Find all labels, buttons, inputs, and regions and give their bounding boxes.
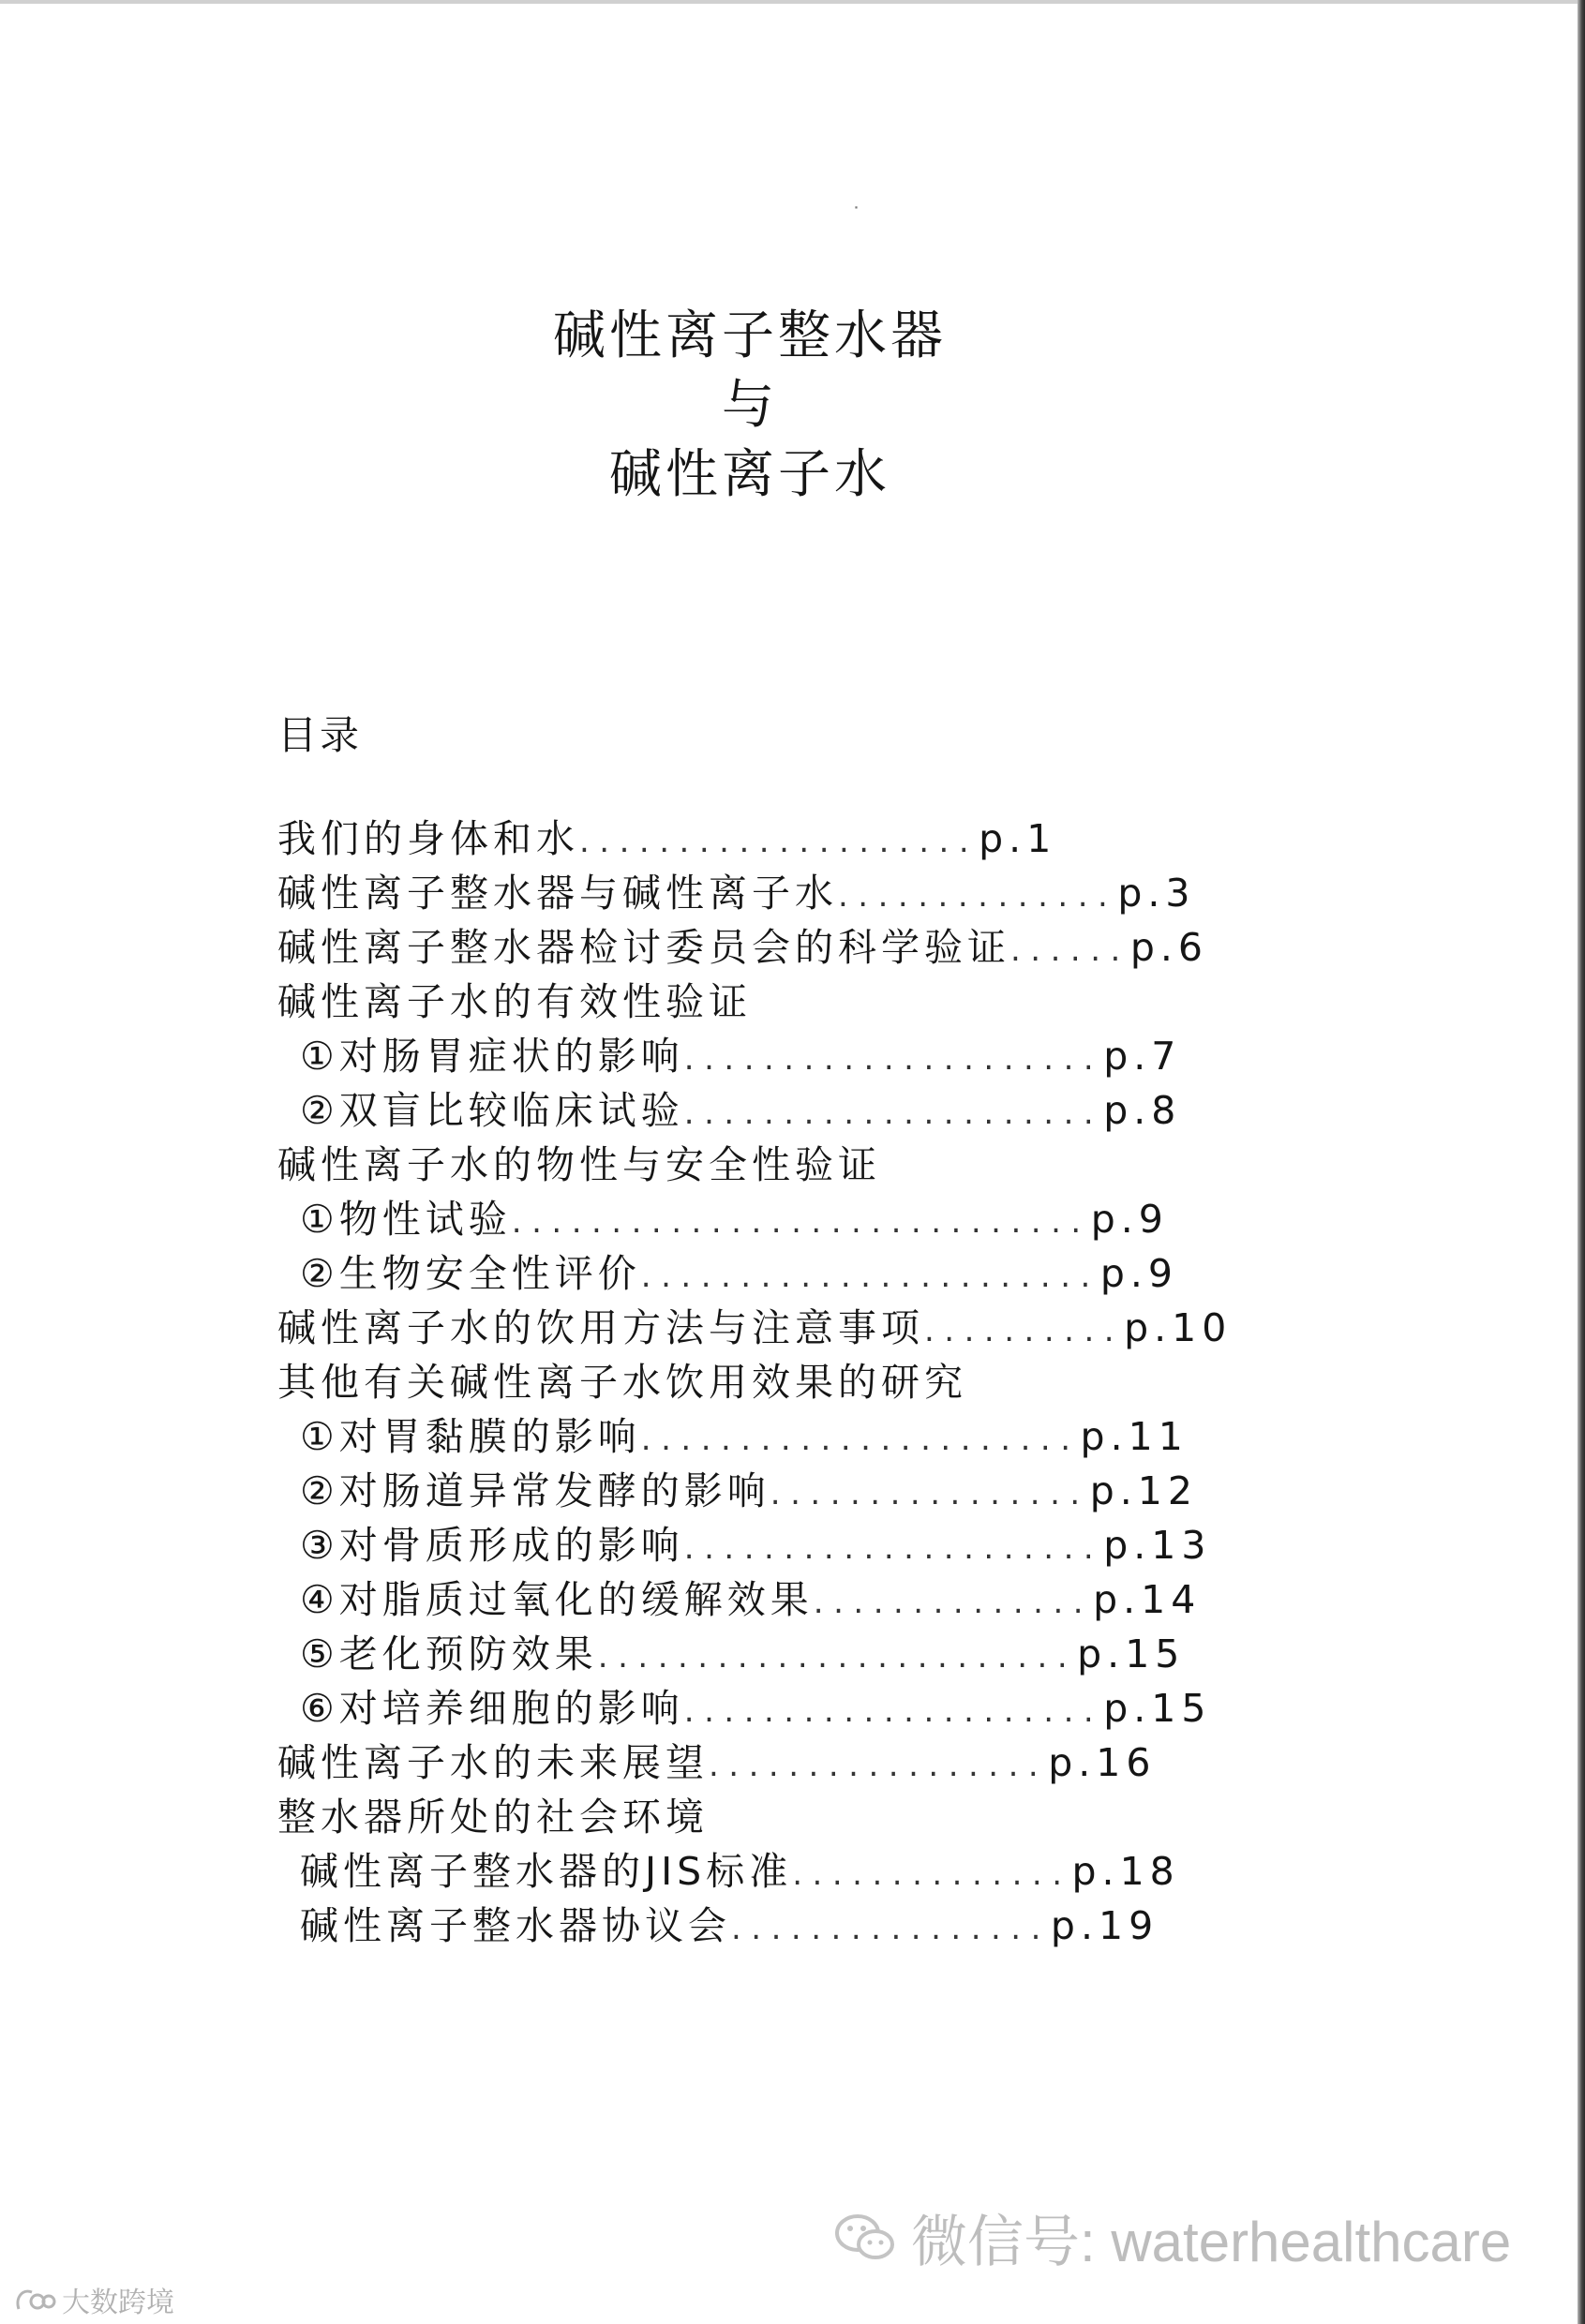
toc-leader-dots: .....................	[683, 1692, 1104, 1730]
toc-entry-label: ①对胃黏膜的影响	[300, 1414, 641, 1459]
toc-entry	[277, 812, 1308, 866]
toc-entry-label: ②双盲比较临床试验	[300, 1088, 684, 1133]
toc-page-number: p.16	[1048, 1740, 1157, 1785]
toc-leader-dots: ........................	[597, 1638, 1078, 1676]
toc-entry-label: ⑥对培养细胞的影响	[300, 1686, 684, 1731]
toc-entry-label: 碱性离子水的物性与安全性验证	[277, 1142, 881, 1187]
toc-page-number: p.11	[1080, 1414, 1189, 1459]
toc-page-number: p.12	[1089, 1468, 1198, 1513]
toc-entry-label: 碱性离子水的有效性验证	[277, 979, 752, 1024]
toc-subentry	[277, 1246, 1308, 1301]
title-line-1: 碱性离子整水器	[553, 305, 947, 366]
toc-page-number: p.6	[1129, 925, 1209, 970]
toc-entry-label: ④对脂质过氧化的缓解效果	[300, 1577, 814, 1622]
scan-top-border	[0, 0, 1585, 4]
wechat-watermark	[832, 2197, 1511, 2278]
toc-entry-label: ⑤老化预防效果	[300, 1631, 598, 1676]
toc-entry	[277, 975, 1308, 1029]
toc-page-number: p.14	[1093, 1577, 1202, 1622]
toc-heading: 目录	[277, 712, 363, 758]
toc-entry	[277, 1355, 1308, 1409]
toc-page-number: p.7	[1103, 1034, 1182, 1079]
toc-page-number: p.9	[1090, 1197, 1169, 1242]
brand-watermark	[13, 2279, 174, 2320]
toc-subentry	[277, 1572, 1308, 1627]
toc-subentry	[277, 1409, 1308, 1464]
title-line-2: 与	[722, 375, 778, 436]
toc-entry-label: 碱性离子水的饮用方法与注意事项	[277, 1305, 924, 1350]
toc-leader-dots: .............................	[511, 1203, 1091, 1241]
toc-entry-label: 碱性离子整水器检讨委员会的科学验证	[277, 925, 1010, 970]
scan-speck: ˙	[851, 204, 861, 228]
toc-entry-label: ①物性试验	[300, 1197, 512, 1242]
toc-entry	[277, 1790, 1308, 1844]
toc-page-number: p.15	[1077, 1631, 1186, 1676]
toc-entry-label: ②生物安全性评价	[300, 1251, 641, 1296]
toc-page-number: p.3	[1117, 871, 1196, 916]
brand-text: 大数跨境	[62, 2287, 174, 2319]
toc-entry-label: 整水器所处的社会环境	[277, 1795, 709, 1840]
wechat-icon	[832, 2210, 898, 2266]
toc-leader-dots: .....................	[683, 1529, 1104, 1567]
toc-subentry	[277, 1083, 1308, 1138]
toc-leader-dots: .....................	[683, 1040, 1104, 1078]
toc-leader-dots: ..............	[838, 877, 1118, 915]
toc-entry-label: ②对肠道异常发酵的影响	[300, 1468, 770, 1513]
toc-leader-dots: ..............	[813, 1584, 1094, 1621]
toc-leader-dots: ......................	[640, 1421, 1081, 1458]
toc-entry	[277, 1736, 1308, 1790]
toc-leader-dots: ..........	[924, 1312, 1125, 1349]
toc-page-number: p.10	[1124, 1305, 1233, 1350]
toc-page-number: p.8	[1103, 1088, 1182, 1133]
toc-subentry	[277, 1029, 1308, 1083]
toc-page-number: p.15	[1103, 1686, 1212, 1731]
toc-entry	[277, 1301, 1308, 1355]
toc-subentry	[277, 1681, 1308, 1736]
toc-leader-dots: ..............	[792, 1855, 1072, 1893]
toc-entry-label: 我们的身体和水	[277, 816, 579, 861]
toc-page-number: p.13	[1103, 1523, 1212, 1568]
toc-leader-dots: ....................	[579, 823, 979, 860]
document-title	[0, 302, 1500, 510]
toc-entry	[277, 920, 1308, 975]
toc-page-number: p.18	[1071, 1849, 1180, 1894]
toc-entry	[277, 866, 1308, 920]
toc-subentry	[277, 1192, 1308, 1246]
toc-entry-label: 其他有关碱性离子水饮用效果的研究	[277, 1360, 967, 1405]
toc-entry-label: ①对肠胃症状的影响	[300, 1034, 684, 1079]
table-of-contents	[277, 812, 1308, 1953]
toc-entry-label: 碱性离子整水器协议会	[300, 1903, 731, 1948]
toc-entry-label: 碱性离子整水器与碱性离子水	[277, 871, 838, 916]
toc-entry-label: 碱性离子水的未来展望	[277, 1740, 709, 1785]
toc-page-number: p.1	[979, 816, 1057, 861]
title-line-3: 碱性离子水	[609, 444, 890, 505]
logo-icon	[13, 2285, 56, 2315]
toc-leader-dots: ................	[770, 1475, 1090, 1512]
toc-entry-label: ③对骨质形成的影响	[300, 1523, 684, 1568]
toc-subentry	[277, 1518, 1308, 1572]
toc-leader-dots: ......	[1010, 931, 1130, 969]
toc-subentry	[277, 1627, 1308, 1681]
toc-leader-dots: ................	[731, 1910, 1051, 1947]
toc-entry-label: 碱性离子整水器的JIS标准	[300, 1849, 793, 1894]
toc-leader-dots: .....................	[683, 1095, 1104, 1132]
toc-page-number: p.19	[1050, 1903, 1159, 1948]
toc-entry	[277, 1138, 1308, 1192]
toc-leader-dots: .......................	[640, 1258, 1100, 1295]
toc-subentry	[277, 1899, 1308, 1953]
wechat-id-text: 微信号: waterhealthcare	[911, 2211, 1512, 2273]
toc-subentry	[277, 1844, 1308, 1899]
scan-right-edge	[1578, 0, 1585, 2324]
toc-leader-dots: .................	[709, 1747, 1049, 1784]
toc-page-number: p.9	[1099, 1251, 1178, 1296]
toc-subentry	[277, 1464, 1308, 1518]
